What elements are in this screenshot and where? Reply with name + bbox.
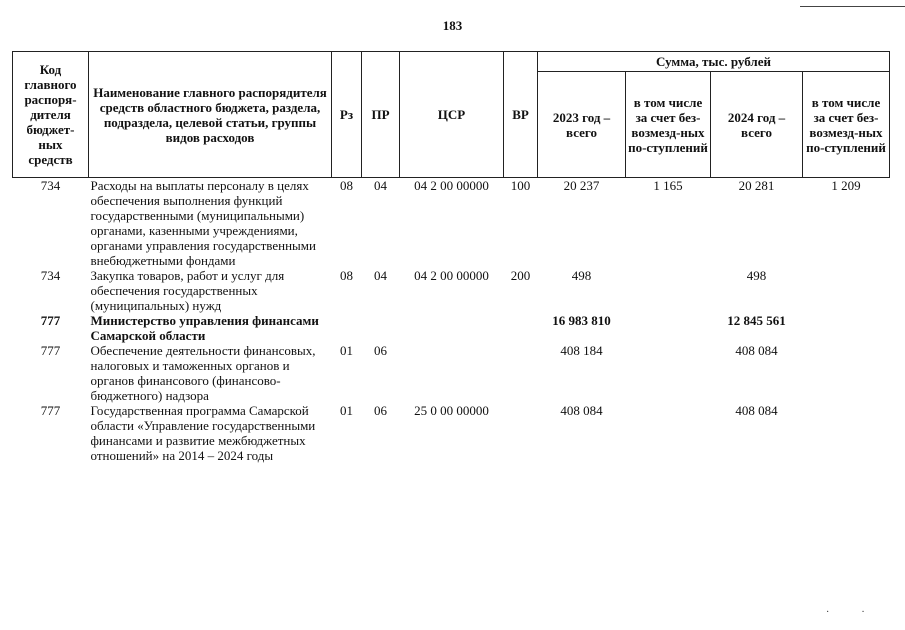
cell-name: Закупка товаров, работ и услуг для обеспечения государственных (муниципальных) нужд — [90, 268, 285, 313]
scan-marks: ·· — [826, 607, 897, 618]
table-row — [13, 178, 890, 269]
header-code: Код главного распоря-дителя бюджет-ных средств — [13, 52, 89, 178]
header-2023-incl: в том числе за счет без-возмезд-ных по-ступлений — [626, 72, 711, 178]
header-csr: ЦСР — [400, 52, 504, 178]
cell-rz: 01 — [340, 343, 353, 358]
cell-2024-total: 20 281 — [738, 178, 775, 193]
cell-2024-incl — [803, 268, 890, 313]
cell-vr — [504, 343, 538, 403]
cell-pr — [362, 313, 400, 343]
cell-2023-incl — [626, 343, 711, 403]
cell-rz: 01 — [340, 403, 353, 418]
cell-2024-total: 408 084 — [735, 403, 778, 418]
budget-table — [12, 51, 890, 463]
header-rz: Рз — [332, 52, 362, 178]
cell-name: Министерство управления финансами Самарской области — [90, 313, 319, 343]
cell-vr: 200 — [510, 268, 531, 283]
cell-csr — [400, 343, 504, 403]
page-number: 183 — [442, 18, 463, 33]
table-row — [13, 343, 890, 403]
cell-2023-total: 20 237 — [563, 178, 600, 193]
cell-rz — [332, 313, 362, 343]
cell-name: Обеспечение деятельности финансовых, налоговых и таможенных органов и органов финансового (финансово-бюджетного) надзора — [90, 343, 316, 403]
header-sum-group: Сумма, тыс. рублей — [538, 52, 890, 72]
cell-2024-incl — [803, 403, 890, 463]
cell-2023-incl: 1 165 — [653, 178, 683, 193]
cell-name: Расходы на выплаты персоналу в целях обеспечения выполнения функций государственными (муниципальными) органами, казенными учреждениями, органами управления государственными внебюджетными фондами — [90, 178, 316, 268]
header-name: Наименование главного распорядителя средств областного бюджета, раздела, подраздела, целевой статьи, группы видов расходов — [89, 52, 332, 178]
cell-2023-total: 16 983 810 — [552, 313, 611, 328]
table-row — [13, 268, 890, 313]
cell-vr: 100 — [510, 178, 531, 193]
cell-2024-incl — [803, 313, 890, 343]
cell-2023-incl — [626, 313, 711, 343]
cell-2023-incl — [626, 268, 711, 313]
cell-code: 734 — [40, 268, 61, 283]
cell-2024-incl: 1 209 — [831, 178, 861, 193]
cell-csr: 04 2 00 00000 — [414, 268, 489, 283]
table-row — [13, 403, 890, 463]
cell-code: 777 — [40, 403, 61, 418]
header-2024-total: 2024 год – всего — [711, 72, 803, 178]
cell-code: 777 — [40, 343, 61, 358]
cell-rz: 08 — [340, 178, 353, 193]
cell-csr — [400, 313, 504, 343]
cell-2023-total: 408 184 — [560, 343, 603, 358]
table-body — [13, 178, 890, 464]
cell-name: Государственная программа Самарской области «Управление государственными финансами и развитие межбюджетных отношений» на 2014 – 2024 годы — [90, 403, 316, 463]
header-2023-total: 2023 год – всего — [538, 72, 626, 178]
cell-csr: 04 2 00 00000 — [414, 178, 489, 193]
cell-pr: 04 — [374, 178, 387, 193]
cell-code: 777 — [40, 313, 61, 328]
cell-2023-total: 408 084 — [560, 403, 603, 418]
cell-pr: 06 — [374, 403, 387, 418]
cell-rz: 08 — [340, 268, 353, 283]
cell-2024-incl — [803, 343, 890, 403]
table-row — [13, 313, 890, 343]
cell-pr: 04 — [374, 268, 387, 283]
cell-2024-total: 498 — [746, 268, 767, 283]
cell-2023-incl — [626, 403, 711, 463]
cell-pr: 06 — [374, 343, 387, 358]
cell-vr — [504, 403, 538, 463]
top-rule — [800, 6, 905, 7]
cell-2024-total: 12 845 561 — [727, 313, 786, 328]
cell-vr — [504, 313, 538, 343]
cell-csr: 25 0 00 00000 — [414, 403, 489, 418]
cell-2024-total: 408 084 — [735, 343, 778, 358]
header-vr: ВР — [504, 52, 538, 178]
header-2024-incl: в том числе за счет без-возмезд-ных по-ступлений — [803, 72, 890, 178]
cell-code: 734 — [40, 178, 61, 193]
cell-2023-total: 498 — [571, 268, 592, 283]
header-pr: ПР — [362, 52, 400, 178]
